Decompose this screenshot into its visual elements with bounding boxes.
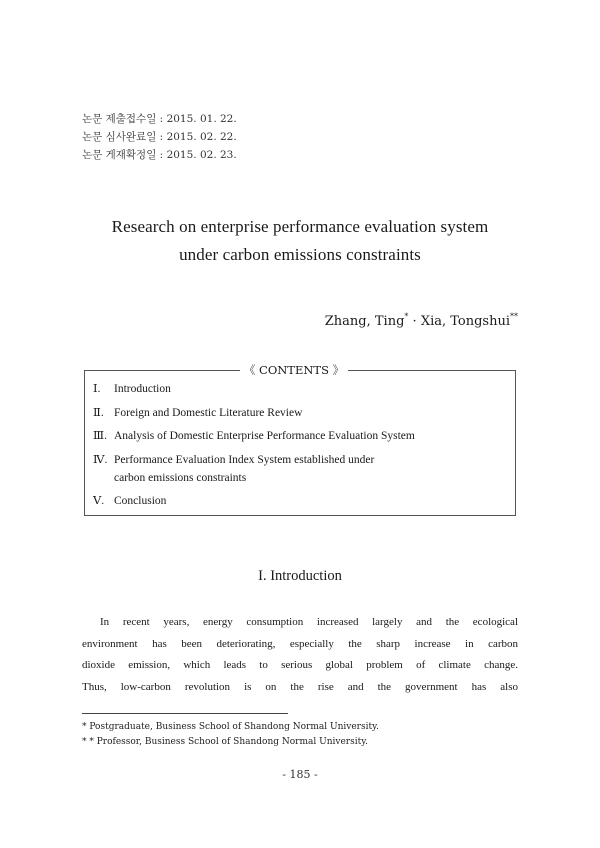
section-heading: I. Introduction bbox=[258, 568, 342, 584]
contents-item-continuation: carbon emissions constraints bbox=[114, 471, 247, 484]
author-1-name: Zhang, Ting bbox=[324, 314, 405, 329]
contents-item bbox=[93, 404, 415, 422]
date-received: 논문 제출접수일 : 2015. 01. 22. bbox=[82, 113, 237, 125]
contents-item-text: Introduction bbox=[114, 383, 171, 395]
contents-item bbox=[93, 492, 415, 510]
page-number: - 185 - bbox=[282, 768, 318, 781]
contents-item-text: Performance Evaluation Index System established under bbox=[114, 453, 375, 466]
author-1-mark: * bbox=[404, 312, 409, 321]
title-line-1: Research on enterprise performance evaluation system bbox=[111, 217, 489, 236]
date-reviewed: 논문 심사완료일 : 2015. 02. 22. bbox=[82, 131, 237, 143]
authors bbox=[325, 312, 518, 329]
contents-item-number: Ⅲ. bbox=[93, 430, 107, 442]
contents-item-number: Ⅰ. bbox=[93, 383, 101, 395]
body-line: dioxide emission, which leads to serious global problem of climate change. bbox=[82, 659, 518, 671]
submission-dates bbox=[82, 110, 237, 164]
body-line: Thus, low-carbon revolution is on the rise and the government has also bbox=[82, 680, 518, 693]
body-line: environment has been deteriorating, especially the sharp increase in carbon bbox=[82, 637, 518, 650]
footnote-divider bbox=[82, 713, 288, 714]
contents-heading: 《 CONTENTS 》 bbox=[240, 362, 348, 378]
body-line: In recent years, energy consumption increased largely and the ecological bbox=[100, 616, 518, 628]
contents-item-number: Ⅳ. bbox=[93, 453, 108, 466]
footnotes bbox=[82, 720, 379, 750]
author-2-mark: ** bbox=[510, 312, 518, 321]
author-2-name: Xia, Tongshui bbox=[420, 314, 510, 329]
date-accepted: 논문 게재확정일 : 2015. 02. 23. bbox=[82, 149, 237, 161]
contents-item-text: Conclusion bbox=[114, 495, 167, 507]
author-separator: · bbox=[408, 314, 421, 329]
contents-item-number: Ⅴ. bbox=[93, 495, 105, 507]
contents-item-text: Analysis of Domestic Enterprise Performance Evaluation System bbox=[114, 430, 415, 442]
body-paragraph bbox=[82, 612, 518, 698]
contents-list bbox=[93, 380, 415, 516]
contents-item bbox=[93, 451, 415, 487]
footnote-1: * Postgraduate, Business School of Shandong Normal University. bbox=[82, 722, 379, 732]
contents-item bbox=[93, 380, 415, 398]
paper-title bbox=[60, 213, 540, 269]
contents-item-text: Foreign and Domestic Literature Review bbox=[114, 406, 303, 419]
contents-item bbox=[93, 427, 415, 445]
title-line-2: under carbon emissions constraints bbox=[179, 245, 421, 264]
footnote-2: * * Professor, Business School of Shandong Normal University. bbox=[82, 737, 368, 747]
contents-item-number: Ⅱ. bbox=[93, 406, 104, 419]
